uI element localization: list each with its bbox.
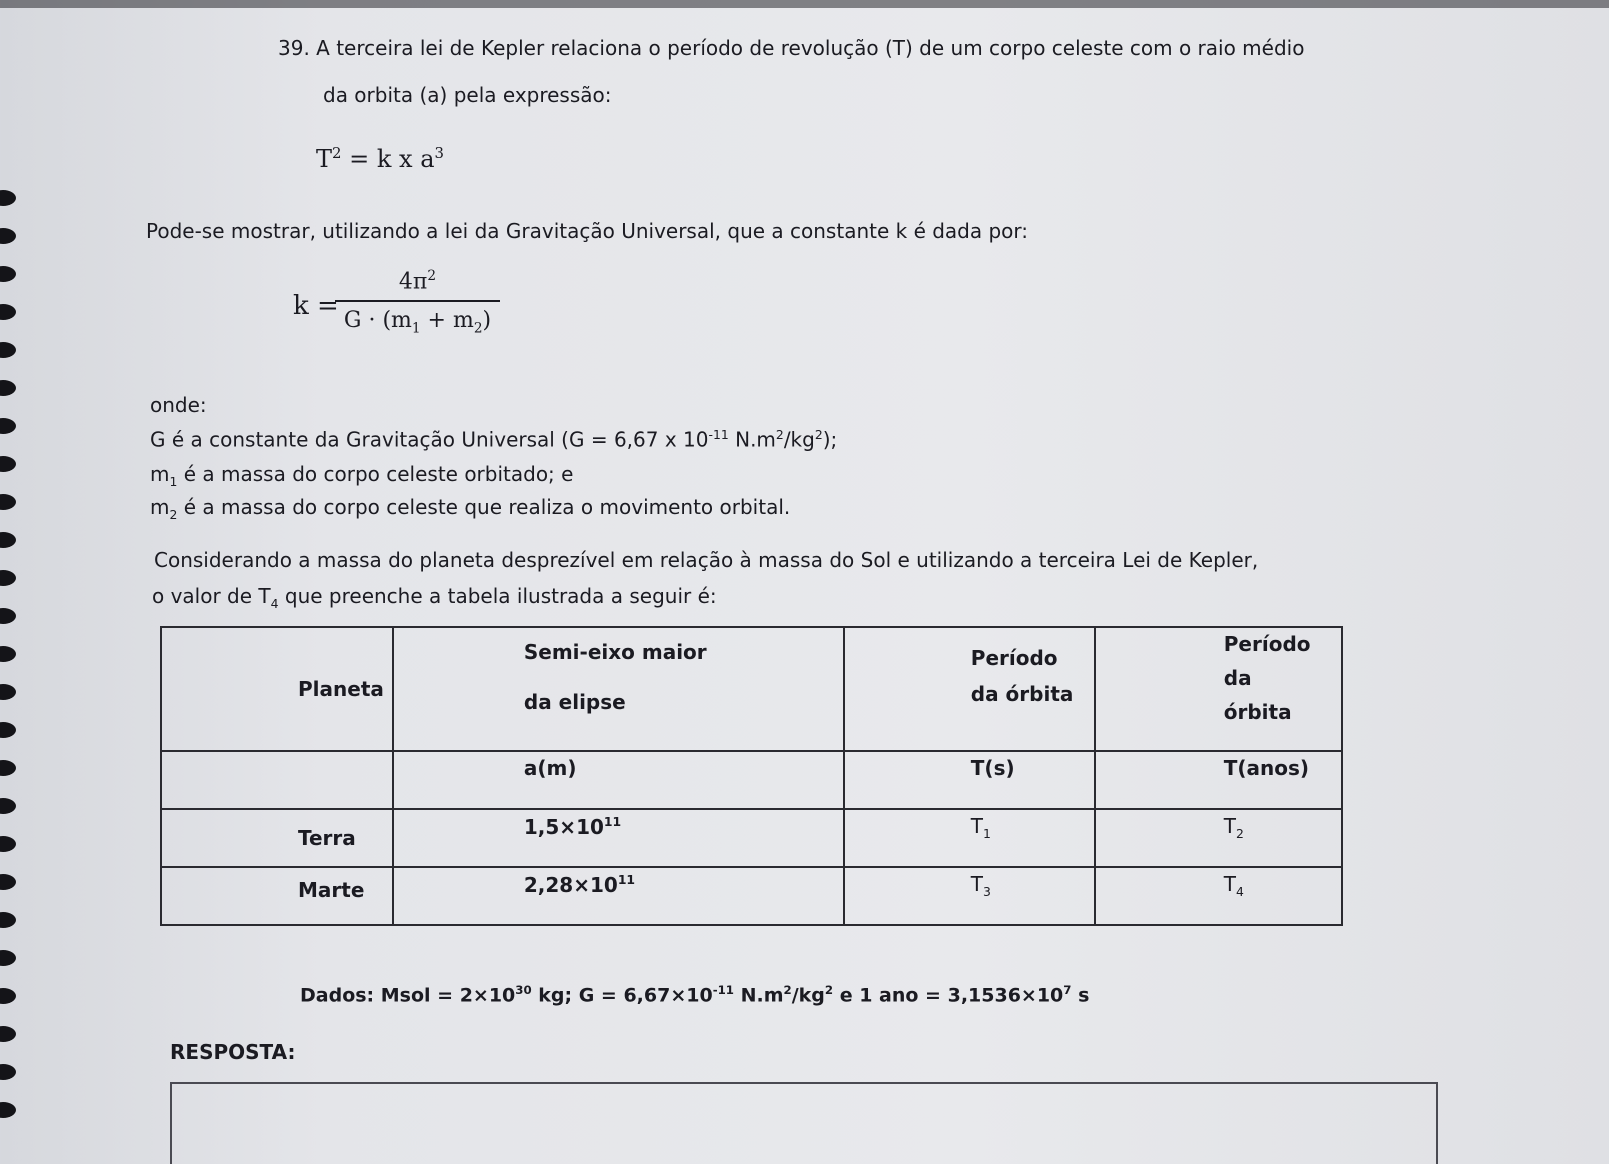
intro-k-text: Pode-se mostrar, utilizando a lei da Gravitação Universal, que a constante k é dada por:: [146, 219, 1029, 243]
binding-hole: [0, 228, 16, 244]
binding-hole: [0, 722, 16, 738]
consider-line-2: o valor de $T_4$ que preenche a tabela ilustrada a seguir é:: [152, 584, 717, 611]
binding-hole: [0, 646, 16, 662]
binding-hole: [0, 1102, 16, 1118]
binding-hole: [0, 190, 16, 206]
binding-hole: [0, 1064, 16, 1080]
cell-planeta: Marte: [161, 867, 393, 925]
binding-hole: [0, 950, 16, 966]
units-t: T(s): [844, 751, 1095, 809]
consider-line-1: Considerando a massa do planeta desprezível em relação à massa do Sol e utilizando a terceira Lei de Kepler,: [154, 548, 1259, 572]
definition-m2: $m_2$ é a massa do corpo celeste que realiza o movimento orbital.: [150, 495, 791, 522]
binding-hole: [0, 342, 16, 358]
cell-tanos: $T_4$: [1095, 867, 1342, 925]
header-planeta: Planeta: [161, 627, 393, 751]
binding-hole: [0, 798, 16, 814]
definition-m1: $m_1$ é a massa do corpo celeste orbitado; e: [150, 462, 574, 489]
units-empty-cell: [161, 751, 393, 809]
table-row: [161, 867, 1342, 925]
binding-hole: [0, 494, 16, 510]
binding-hole: [0, 532, 16, 548]
cell-t: $T_3$: [844, 867, 1095, 925]
k-formula-lhs: k =: [293, 291, 339, 321]
binding-hole: [0, 304, 16, 320]
units-a: a(m): [393, 751, 844, 809]
fraction-numerator: $4\pi^2$: [335, 268, 500, 302]
question-line-1: [278, 36, 1304, 60]
resposta-label: RESPOSTA:: [170, 1040, 296, 1064]
binding-hole: [0, 988, 16, 1004]
question-number: 39.: [278, 36, 310, 60]
binding-hole: [0, 874, 16, 890]
binding-hole: [0, 570, 16, 586]
planet-table: [160, 626, 1343, 926]
spiral-binding: [0, 0, 26, 1143]
header-periodo-anos: Período da órbita: [1095, 627, 1342, 751]
binding-hole: [0, 760, 16, 776]
definition-g: G é a constante da Gravitação Universal (G = 6,67 x $10^{-11}$ $N.m^2/kg^2$);: [150, 427, 838, 452]
binding-hole: [0, 1026, 16, 1042]
question-line-2: da orbita (a) pela expressão:: [323, 83, 612, 107]
cell-t: $T_1$: [844, 809, 1095, 867]
binding-hole: [0, 418, 16, 434]
binding-hole: [0, 266, 16, 282]
header-periodo: Período da órbita: [844, 627, 1095, 751]
cell-tanos: $T_2$: [1095, 809, 1342, 867]
binding-hole: [0, 912, 16, 928]
table-row: [161, 809, 1342, 867]
binding-hole: [0, 684, 16, 700]
k-formula-fraction: [335, 268, 500, 337]
cell-a: $2,28\times 10^{11}$: [393, 867, 844, 925]
units-tanos: T(anos): [1095, 751, 1342, 809]
binding-hole: [0, 380, 16, 396]
cell-planeta: Terra: [161, 809, 393, 867]
fraction-denominator: $G \cdot (m_1 + m_2)$: [343, 308, 492, 337]
dados-line: Dados: Msol = $2\times 10^{30}$ kg; $G = 6,67\times 10^{-11}$ $N.m^2/kg^2$ e 1 ano = $3,1536\times 10^7$ s: [300, 983, 1090, 1007]
binding-hole: [0, 836, 16, 852]
header-semi-eixo: Semi-eixo maior da elipse: [393, 627, 844, 751]
table-units-row: [161, 751, 1342, 809]
question-text: A terceira lei de Kepler relaciona o período de revolução (T) de um corpo celeste com o raio médio: [316, 36, 1305, 60]
kepler-formula: $T^2 = k$ x $a^3$: [316, 144, 444, 173]
answer-box[interactable]: [170, 1082, 1438, 1164]
cell-a: $1,5\times 10^{11}$: [393, 809, 844, 867]
binding-hole: [0, 608, 16, 624]
page-top-edge: [0, 0, 1609, 8]
binding-hole: [0, 456, 16, 472]
onde-label: onde:: [150, 393, 207, 417]
table-header-row: [161, 627, 1342, 751]
